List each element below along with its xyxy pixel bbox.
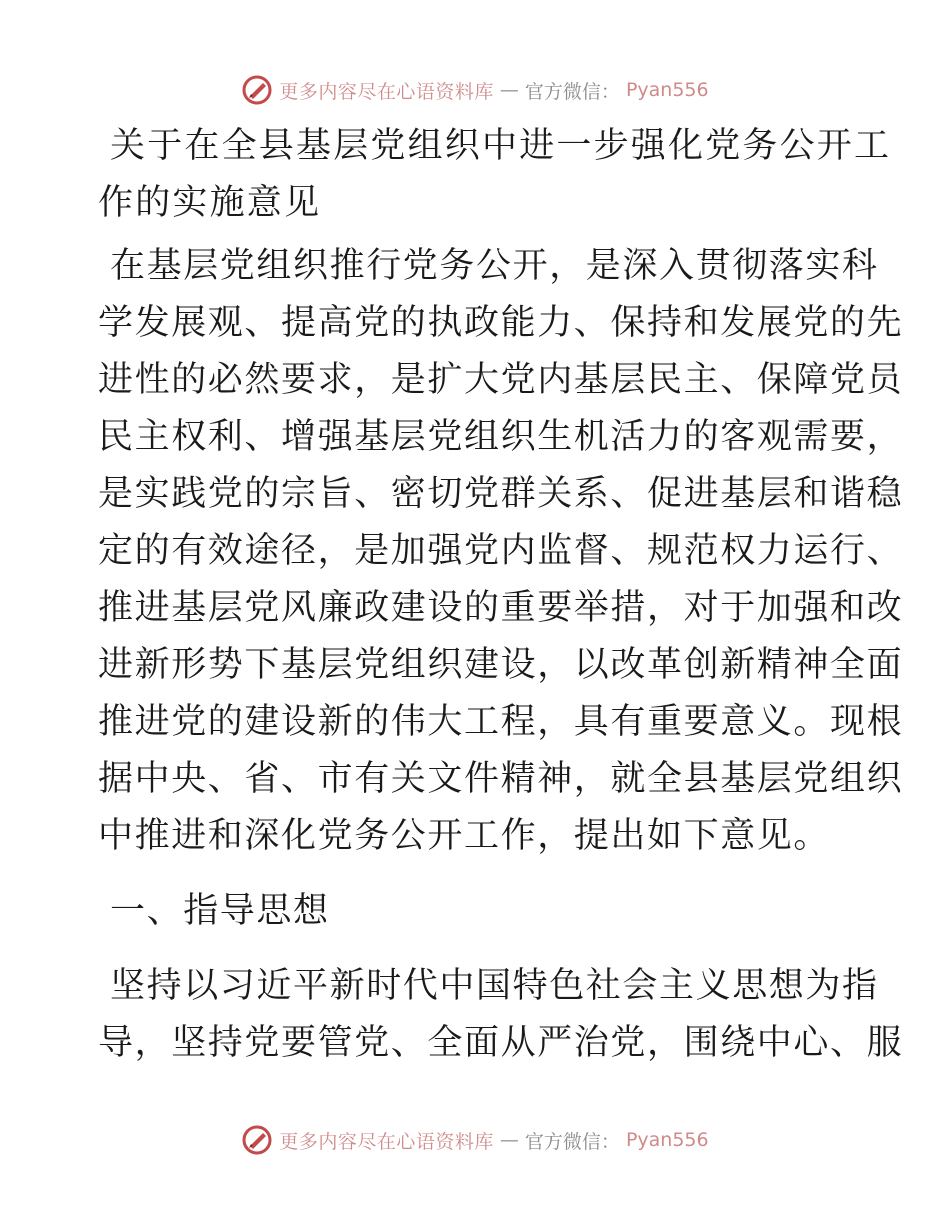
paragraph-line: 进新形势下基层党组织建设，以改革创新精神全面 bbox=[98, 645, 904, 685]
footer-watermark bbox=[0, 1120, 950, 1160]
paragraph-line: 坚持以习近平新时代中国特色社会主义思想为指 bbox=[110, 966, 879, 1006]
watermark-site-text: 更多内容尽在心语资料库 bbox=[279, 80, 494, 103]
library-logo-icon bbox=[241, 74, 273, 106]
watermark-contact-id: Pyan556 bbox=[625, 1129, 709, 1151]
paragraph-line: 学发展观、提高党的执政能力、保持和发展党的先 bbox=[98, 303, 904, 343]
watermark-contact-id: Pyan556 bbox=[625, 79, 709, 101]
watermark-separator: — bbox=[499, 79, 519, 101]
paragraph-line: 进性的必然要求，是扩大党内基层民主、保障党员 bbox=[98, 360, 904, 400]
paragraph-guiding-thought bbox=[98, 958, 904, 1072]
paragraph-line: 导，坚持党要管党、全面从严治党，围绕中心、服 bbox=[98, 1023, 904, 1063]
paragraph-line: 民主权利、增强基层党组织生机活力的客观需要， bbox=[98, 417, 904, 457]
watermark-site-text: 更多内容尽在心语资料库 bbox=[279, 1130, 494, 1153]
watermark-contact-label: 官方微信： bbox=[524, 80, 620, 103]
paragraph-line: 推进基层党风廉政建设的重要举措，对于加强和改 bbox=[98, 588, 904, 628]
paragraph-line: 据中央、省、市有关文件精神，就全县基层党组织 bbox=[98, 759, 904, 799]
watermark-separator: — bbox=[499, 1129, 519, 1151]
paragraph-line: 中推进和深化党务公开工作，提出如下意见。 bbox=[98, 816, 831, 856]
section-heading-text: 一、指导思想 bbox=[110, 891, 330, 931]
paragraph-intro bbox=[98, 238, 904, 865]
paragraph-line: 定的有效途径，是加强党内监督、规范权力运行、 bbox=[98, 531, 904, 571]
title-line: 关于在全县基层党组织中进一步强化党务公开工 bbox=[110, 126, 892, 166]
library-logo-icon bbox=[241, 1124, 273, 1156]
section-heading bbox=[98, 883, 850, 940]
header-watermark bbox=[0, 70, 950, 110]
title-line: 作的实施意见 bbox=[98, 183, 322, 223]
paragraph-line: 是实践党的宗旨、密切党群关系、促进基层和谐稳 bbox=[98, 474, 904, 514]
document-title bbox=[98, 118, 892, 232]
paragraph-line: 推进党的建设新的伟大工程，具有重要意义。现根 bbox=[98, 702, 904, 742]
document-body bbox=[98, 118, 904, 1090]
watermark-contact-label: 官方微信： bbox=[524, 1130, 620, 1153]
paragraph-line: 在基层党组织推行党务公开，是深入贯彻落实科 bbox=[110, 246, 879, 286]
